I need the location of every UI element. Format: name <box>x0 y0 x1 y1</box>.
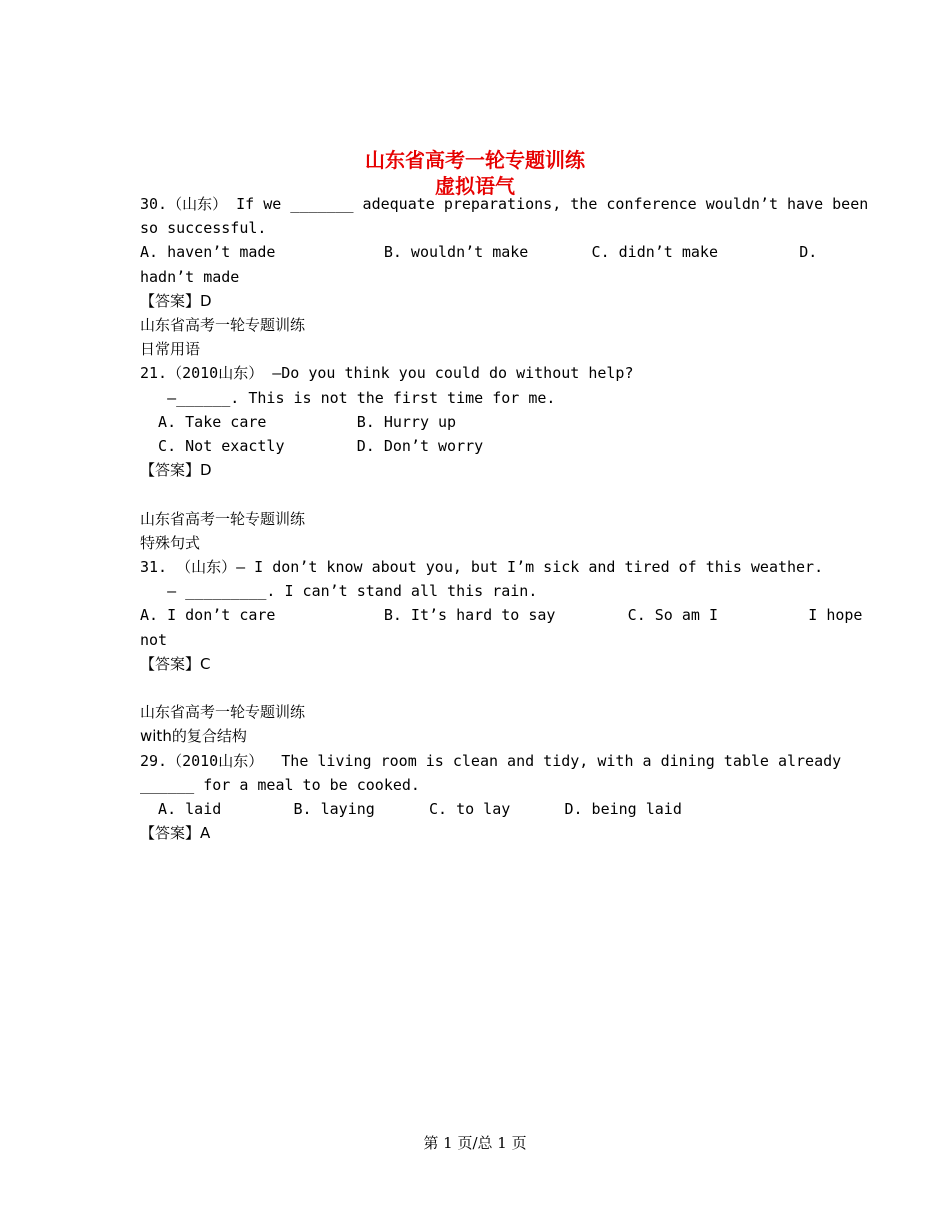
text-line: ______ for a meal to be cooked. <box>140 775 420 794</box>
page-footer: 第 1 页/总 1 页 <box>423 1134 527 1152</box>
text-line: A. Take care B. Hurry up <box>140 412 457 431</box>
text-line: — _________. I can’t stand all this rain. <box>140 582 538 601</box>
text-line: 31. （山东）— I don’t know about you, but I’m sick and tired of this weather. <box>140 558 824 576</box>
text-line: 山东省高考一轮专题训练 <box>140 316 306 334</box>
text-line: 【答案】D <box>140 461 212 480</box>
text-line: not <box>140 630 168 649</box>
text-line: 30.（山东） If we _______ adequate preparations, the conference wouldn’t have been <box>140 195 869 213</box>
text-line: 日常用语 <box>140 340 201 359</box>
text-line: so successful. <box>140 219 267 238</box>
text-line: A. I don’t care B. It’s hard to say C. So am I I hope <box>140 606 863 625</box>
text-line: hadn’t made <box>140 267 240 286</box>
text-line: 山东省高考一轮专题训练 <box>140 509 306 528</box>
text-line: 【答案】A <box>140 824 211 843</box>
text-line: 21.（2010山东） —Do you think you could do without help? <box>140 364 634 383</box>
text-line: C. Not exactly D. Don’t worry <box>140 437 484 455</box>
text-line: 【答案】C <box>140 654 211 673</box>
text-line: A. laid B. laying C. to lay D. being laid <box>140 800 682 818</box>
text-line: 特殊句式 <box>140 533 201 552</box>
document-subtitle: 虚拟语气 <box>435 174 515 198</box>
document-title: 山东省高考一轮专题训练 <box>365 148 585 172</box>
text-line: 【答案】D <box>140 291 212 310</box>
text-line: A. haven’t made B. wouldn’t make C. didn’t make D. <box>140 243 818 262</box>
text-line: —______. This is not the first time for me. <box>140 388 556 407</box>
text-line: with的复合结构 <box>140 727 247 746</box>
text-line: 山东省高考一轮专题训练 <box>140 703 306 722</box>
text-line: 29.（2010山东） The living room is clean and tidy, with a dining table already <box>140 751 842 770</box>
